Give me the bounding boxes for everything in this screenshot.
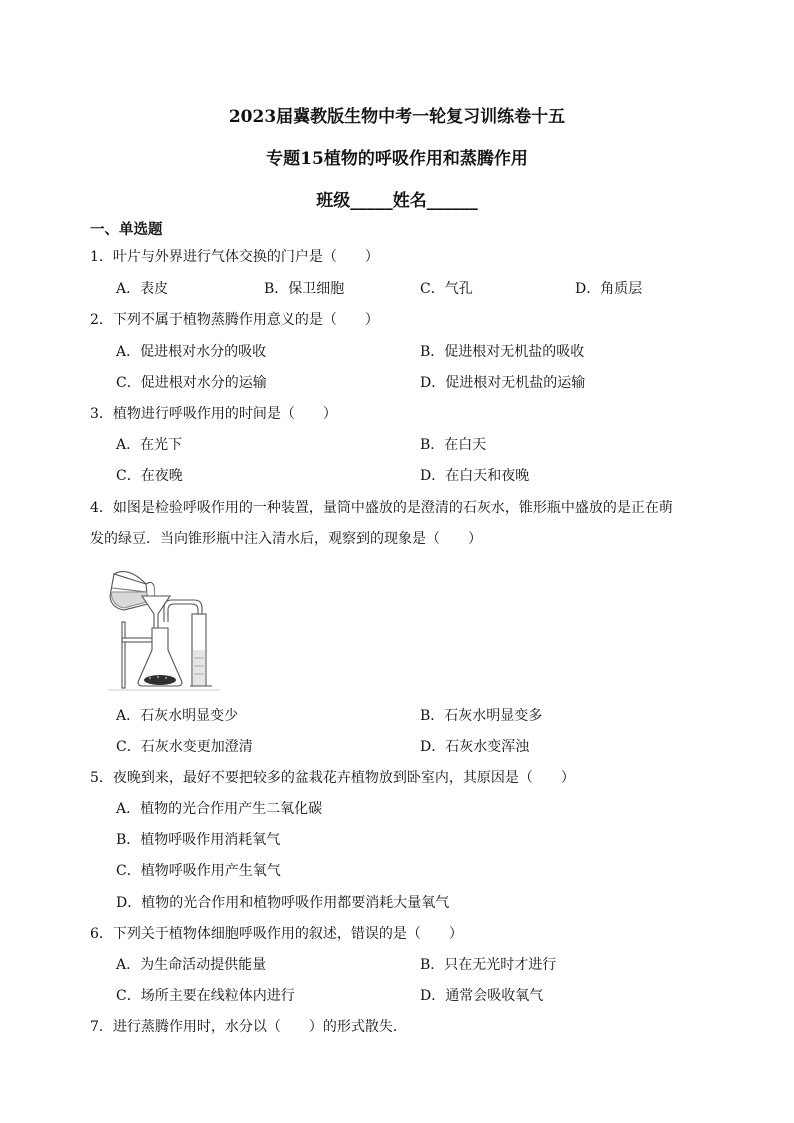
question-6-option-b: B．只在无光时才进行 — [420, 957, 557, 973]
question-5-stem: 5．夜晚到来，最好不要把较多的盆栽花卉植物放到卧室内，其原因是（ ） — [90, 770, 575, 786]
question-6-option-a: A．为生命活动提供能量 — [116, 957, 267, 973]
question-2-option-b: B．促进根对无机盐的吸收 — [420, 344, 585, 360]
question-6-stem: 6．下列关于植物体细胞呼吸作用的叙述，错误的是（ ） — [90, 926, 463, 942]
respiration-apparatus-figure — [108, 562, 220, 692]
question-3-stem: 3．植物进行呼吸作用的时间是（ ） — [90, 406, 337, 422]
section-heading: 一、单选题 — [90, 221, 163, 238]
question-2-option-a: A．促进根对水分的吸收 — [116, 344, 267, 360]
question-1-option-d: D．角质层 — [575, 281, 643, 297]
question-5-option-a: A．植物的光合作用产生二氧化碳 — [116, 801, 323, 817]
question-4-stem-line-2: 发的绿豆．当向锥形瓶中注入清水后，观察到的现象是（ ） — [90, 531, 482, 547]
conical-flask — [138, 628, 182, 686]
question-2-option-d: D．促进根对无机盐的运输 — [420, 375, 586, 391]
question-1-option-c: C．气孔 — [420, 281, 473, 297]
question-4-option-b: B．石灰水明显变多 — [420, 708, 543, 724]
question-2-option-c: C．促进根对水分的运输 — [116, 375, 267, 391]
graduated-cylinder — [190, 614, 212, 686]
question-6-option-c: C．场所主要在线粒体内进行 — [116, 988, 295, 1004]
question-1-stem: 1．叶片与外界进行气体交换的门户是（ ） — [90, 249, 379, 265]
question-4-option-a: A．石灰水明显变少 — [116, 708, 239, 724]
question-4-option-d: D．石灰水变浑浊 — [420, 739, 530, 755]
question-3-option-c: C．在夜晚 — [116, 468, 183, 484]
question-1-option-b: B．保卫细胞 — [264, 281, 345, 297]
question-1-option-a: A．表皮 — [116, 281, 169, 297]
question-3-option-b: B．在白天 — [420, 437, 487, 453]
exam-subtitle: 专题15植物的呼吸作用和蒸腾作用 — [266, 149, 528, 169]
question-3-option-d: D．在白天和夜晚 — [420, 468, 530, 484]
question-3-option-a: A．在光下 — [116, 437, 183, 453]
question-4-option-c: C．石灰水变更加澄清 — [116, 739, 253, 755]
question-5-option-c: C．植物呼吸作用产生氧气 — [116, 863, 281, 879]
exam-title: 2023届冀教版生物中考一轮复习训练卷十五 — [228, 107, 566, 127]
question-5-option-d: D．植物的光合作用和植物呼吸作用都要消耗大量氧气 — [116, 895, 450, 911]
question-6-option-d: D．通常会吸收氧气 — [420, 988, 544, 1004]
question-5-option-b: B．植物呼吸作用消耗氧气 — [116, 832, 281, 848]
question-2-stem: 2．下列不属于植物蒸腾作用意义的是（ ） — [90, 312, 379, 328]
question-4-stem-line-1: 4．如图是检验呼吸作用的一种装置，量筒中盛放的是澄清的石灰水，锥形瓶中盛放的是正在萌 — [90, 500, 673, 516]
question-7-stem: 7．进行蒸腾作用时，水分以（ ）的形式散失． — [90, 1019, 407, 1035]
class-name-line: 班级_____姓名______ — [316, 191, 478, 211]
